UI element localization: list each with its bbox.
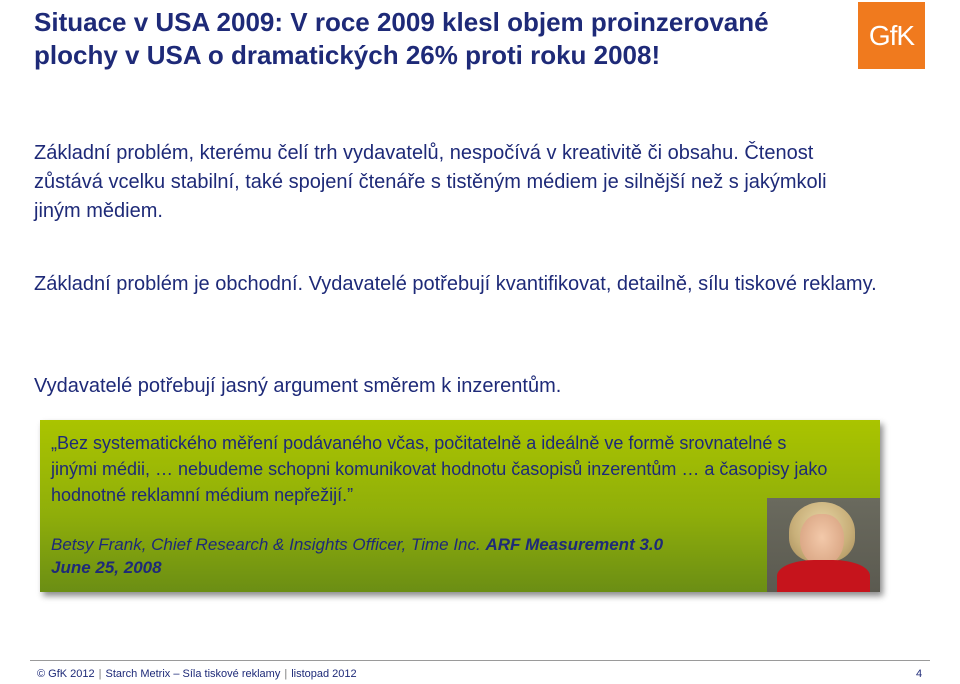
footer-copyright: © GfK 2012: [37, 668, 95, 680]
slide-title: Situace v USA 2009: V roce 2009 klesl objem proinzerované plochy v USA o dramatických 26% proti roku 2008!: [34, 7, 769, 70]
quote-text: „Bez systematického měření podávaného včas, počitatelně a ideálně ve formě srovnatelné s jinými médii, … nebudeme schopni komunikovat hodnotu časopisů inzerentům … a časopisy jako hodnotné reklamní médium nepřežijí.”: [51, 433, 828, 505]
logo-text: GfK: [868, 19, 915, 51]
quote-date: June 25, 2008: [51, 558, 162, 577]
page-number: 4: [916, 668, 923, 680]
footer-project: Starch Metrix – Síla tiskové reklamy: [105, 668, 281, 680]
quote-author: Betsy Frank, Chief Research & Insights Officer, Time Inc.: [51, 535, 481, 554]
gfk-logo: [858, 2, 925, 69]
paragraph-2: Základní problém je obchodní. Vydavatelé potřebují kvantifikovat, detailně, sílu tiskové reklamy.: [34, 273, 877, 295]
photo-body: [777, 560, 870, 592]
quote-box: [40, 420, 880, 592]
quote-attribution: [51, 533, 771, 579]
footer-separator: |: [284, 668, 288, 680]
footer-date: listopad 2012: [291, 668, 357, 680]
author-photo: [767, 498, 880, 592]
footer-divider: [30, 660, 930, 661]
footer: [37, 668, 357, 680]
quote-source: ARF Measurement 3.0: [485, 535, 664, 554]
photo-face: [800, 514, 844, 566]
footer-separator: |: [98, 668, 102, 680]
paragraph-3: Vydavatelé potřebují jasný argument směrem k inzerentům.: [34, 375, 562, 397]
paragraph-1: Základní problém, kterému čelí trh vydavatelů, nespočívá v kreativitě či obsahu. Čtenost zůstává vcelku stabilní, také spojení čtenáře s tistěným médiem je silnější než s jakýmkoli jiným mědiem.: [34, 142, 827, 222]
